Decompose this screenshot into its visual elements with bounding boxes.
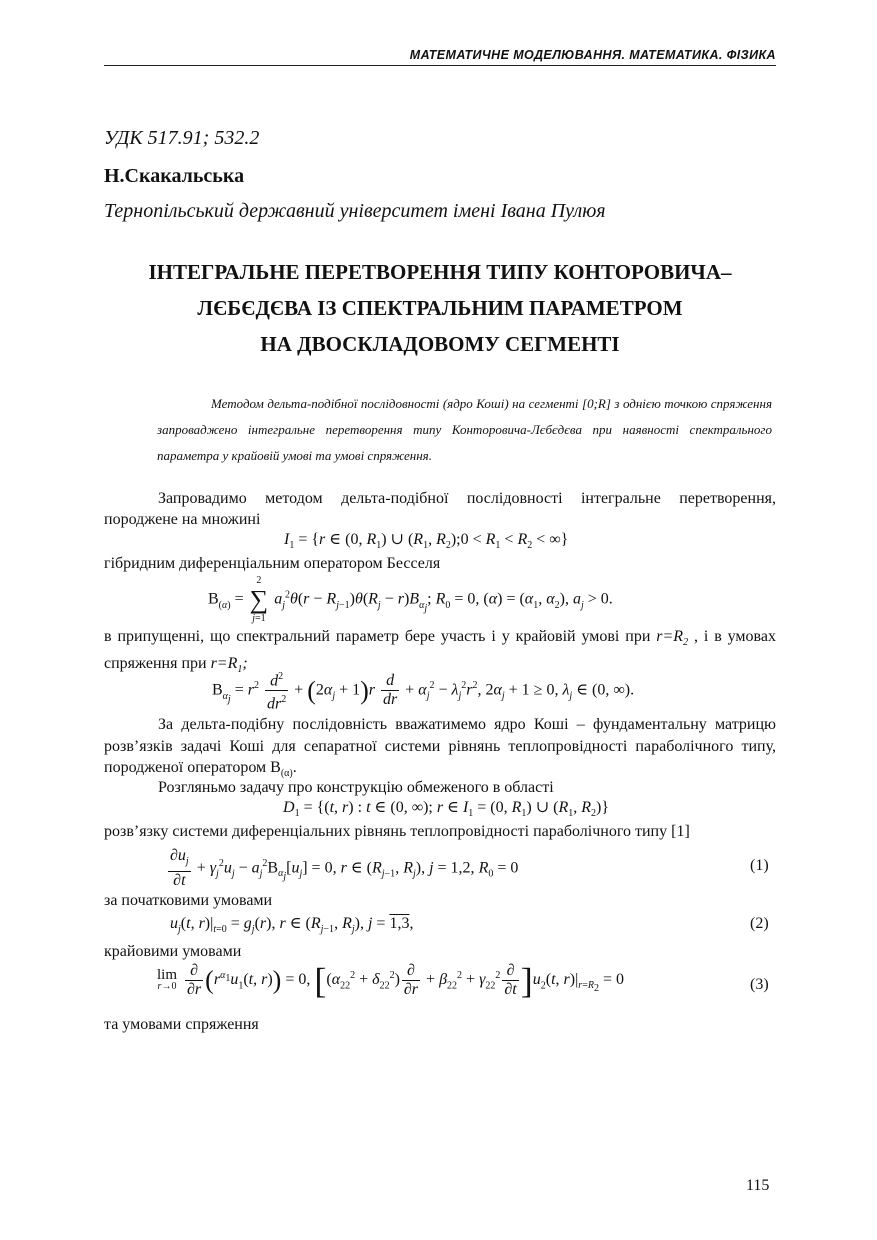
paragraph-2: гібридним диференціальним оператором Бесселя bbox=[104, 555, 441, 572]
paragraph-3-text-c: , і в умовах спряження при bbox=[104, 628, 776, 673]
paragraph-8: крайовими умовами bbox=[104, 943, 242, 960]
paragraph-4 bbox=[104, 714, 776, 785]
paragraph-4-period: . bbox=[292, 759, 297, 776]
paragraph-3-sub-2: 2 bbox=[683, 637, 689, 649]
paragraph-3-sub-1: 1 bbox=[237, 664, 243, 676]
header-rule bbox=[104, 65, 776, 66]
paragraph-3-semicolon: ; bbox=[242, 655, 248, 673]
paragraph-3-text-a: в припущенні, що спектральний параметр бере участь і у крайовій умові при bbox=[104, 628, 657, 645]
equation-3: lim r→0 $\frac{\partial}{\partial r}$ ($r^{\alpha_1}u_1(t$, r)) = 0, [$(\alpha_{22}^2 + \delta_{22}^2)$ $\frac{\partial}{\partial r}$ + $\beta_{22}^2 + \gamma_{22}^2$ $\frac{\partial}{\partial t}$ ]$u_2(t$, $r)|_{r=R_2} = 0$ bbox=[157, 960, 624, 1001]
author-name: Н.Скакальська bbox=[104, 165, 245, 187]
equation-operator-B: $B_{(\alpha)}$ = 2 ∑ j=1 $a_j^2\theta(r - R_{j-1})\theta(R_j - r)B_{\alpha_j}$; $R_0 = 0$, $(\alpha) = (\alpha_1$, $\alpha_2$), $a_j > 0$. bbox=[208, 575, 613, 624]
title-line-3: НА ДВОСКЛАДОВОМУ СЕГМЕНТІ bbox=[260, 332, 620, 356]
running-header: МАТЕМАТИЧНЕ МОДЕЛЮВАННЯ. МАТЕМАТИКА. ФІЗИКА bbox=[409, 48, 776, 62]
affiliation: Тернопільський державний університет імені Івана Пулюя bbox=[104, 200, 606, 222]
equation-domain-D1: $D_1 = \{(t$, r) : t ∈ (0, ∞); r ∈ $I_1 = (0$, $R_1$) ∪ ($R_1$, $R_2$)} bbox=[283, 799, 610, 820]
page-number: 115 bbox=[746, 1177, 770, 1194]
udk-code: УДК 517.91; 532.2 bbox=[104, 127, 260, 149]
paragraph-5: Розгляньмо задачу про конструкцію обмеженого в області bbox=[158, 779, 554, 796]
equation-1: $\frac{\partial u_j}{\partial t}$ + $\gamma_j^2u_j - a_j^2B_{\alpha_j}[u_j] = 0$, r ∈ ($R_{j-1}$, $R_j$), j = 1,2, $R_0 = 0$ bbox=[170, 847, 519, 890]
equation-2: $u_j(t$, $r)|_{t=0} = g_j(r)$, r ∈ ($R_{j-1}$, $R_j$), j = 1,3, bbox=[170, 915, 414, 936]
paragraph-1: Запровадимо методом дельта-подібної послідовності інтегральне перетворення, породжене на множині bbox=[104, 490, 776, 528]
title-line-2: ЛЄБЄДЄВА ІЗ СПЕКТРАЛЬНИМ ПАРАМЕТРОМ bbox=[197, 296, 683, 320]
abstract: Методом дельта-подібної послідовності (ядро Коші) на сегменті [0;R] з однією точкою спряження запроваджено інтегральне перетворення типу Конторовича-Лєбєдєва при наявності спектрального параметра у крайовій умові та умові спряження. bbox=[157, 396, 772, 463]
paragraph-4-text: За дельта-подібну послідовність вважатимемо ядро Коші – фундаментальну матрицю розв’язків задачі Коші для сепаратної системи рівнянь теплопровідності параболічного типу, породженої оператором B bbox=[104, 716, 776, 776]
equation-3-label: (3) bbox=[750, 976, 769, 993]
paragraph-3-r-eq-2: r=R bbox=[210, 655, 238, 673]
title-line-1: ІНТЕГРАЛЬНЕ ПЕРЕТВОРЕННЯ ТИПУ КОНТОРОВИЧА– bbox=[148, 260, 732, 284]
equation-1-label: (1) bbox=[750, 857, 769, 874]
equation-set-I1: $I_1 = \{r$ ∈ (0, $R_1$) ∪ ($R_1$, $R_2);0 < R_1 < R_2$ < ∞} bbox=[284, 531, 569, 552]
paragraph-9: та умовами спряження bbox=[104, 1016, 259, 1033]
paragraph-7: за початковими умовами bbox=[104, 892, 273, 909]
paragraph-3-r-eq: r=R bbox=[656, 628, 684, 645]
paragraph-4-operator-sub: (α) bbox=[280, 768, 293, 780]
equation-2-label: (2) bbox=[750, 915, 769, 932]
equation-operator-B-alpha-j: $B_{\alpha_j} = r^2$ $\frac{d^2}{dr^2}$ + $(2\alpha_j + 1)r$ $\frac{d}{dr}$ + $\alpha_j^2 - \lambda_j^2r^2$, $2\alpha_j + 1 \ge 0$, $\lambda_j$ ∈ (0, ∞). bbox=[212, 668, 634, 714]
paragraph-6: розв’язку системи диференціальних рівнянь теплопровідності параболічного типу [1] bbox=[104, 823, 690, 840]
